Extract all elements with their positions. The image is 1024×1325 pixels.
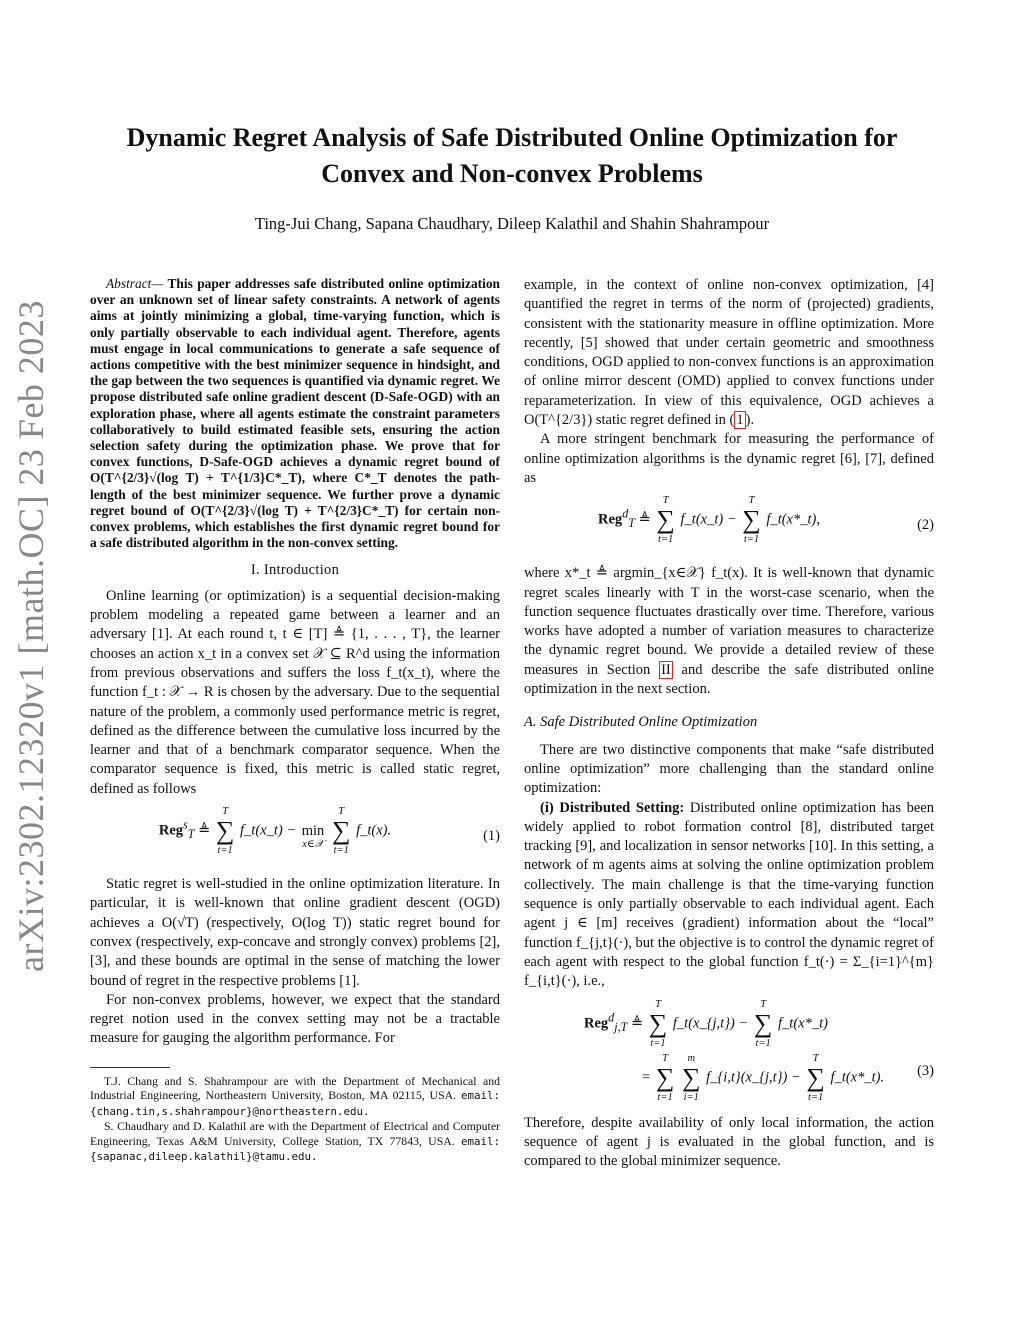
right-paragraph-1-end: ). — [745, 412, 755, 429]
right-column — [524, 276, 934, 1171]
sigma-symbol-icon: ∑ — [648, 1008, 668, 1038]
right-paragraph-2: A more stringent benchmark for measuring the performance of online optimization algorithms is the dynamic regret [6], [7], defined as — [524, 431, 934, 486]
equation-ref-link[interactable]: 1 — [736, 412, 744, 429]
intro-paragraph-1: Online learning (or optimization) is a sequential decision-making problem modeling a repeated game between a learner and an adversary [1]. At each round t, t ∈ [T] ≜ {1, . . . , T}, the learner chooses an action x_t in a convex set 𝒳 ⊆ R^d using the information from previous observations and suffers the loss f_t(x_t), where the function f_t : 𝒳 → R is chosen by the adversary. Due to the sequential nature of the problem, a commonly used performance metric is regret, defined as the difference between the cumulative loss incurred by the learner and that of a benchmark comparator sequence. When the comparator sequence is fixed, this metric is called static regret, defined as follows — [90, 587, 500, 797]
footnote-1-text: T.J. Chang and S. Shahrampour are with the Department of Mechanical and Industrial Engineering, Northeastern University, Boston, MA 02115, USA. — [90, 1073, 500, 1103]
title-line-1: Dynamic Regret Analysis of Safe Distributed Online Optimization for — [126, 123, 898, 152]
equation-1-body — [90, 805, 460, 857]
footnote-1-email: email:{chang.tin,s.shahrampour}@northeastern.edu. — [90, 1089, 500, 1118]
eq3-line1-term-2: f_t(x*_t) — [778, 1014, 828, 1031]
eq2-sum-2-top: T — [748, 495, 755, 507]
abstract-text: This paper addresses safe distributed online optimization over an unknown set of linear safety constraints. A network of agents aims at jointly minimizing a global, time-varying function, which is only partially observable to each individual agent. Therefore, agents must engage in local communications to generate a safe sequence of actions competitive with the best minimizer sequence in hindsight, and the gap between the two sequences is quantified via dynamic regret. We propose distributed safe online gradient descent (D-Safe-OGD) with an exploration phase, where all agents estimate the constraint parameters collaboratively to build estimated feasible sets, ensuring the action selection safety during the optimization phase. We prove that for convex functions, D-Safe-OGD achieves a dynamic regret bound of O(T^{2/3}√(log T) + T^{1/3}C*_T), where C*_T denotes the path-length of the best minimizer sequence. We further prove a dynamic regret bound of O(T^{2/3}√(log T) + T^{2/3}C*_T) for certain non-convex problems, which establishes the first dynamic regret bound for a safe distributed algorithm in the non-convex setting. — [90, 276, 500, 551]
eq3-sum-4 — [806, 1052, 825, 1104]
eq3-lhs: Reg — [584, 1014, 609, 1031]
eq1-lhs-sup: s — [183, 817, 188, 832]
eq3-sum-1-top: T — [655, 998, 661, 1010]
eq2-operator: ≜ — [638, 511, 651, 528]
eq2-sum-1-top: T — [662, 495, 669, 507]
eq3-sum-inner-bottom: i=1 — [683, 1091, 699, 1103]
footnote-rule — [90, 1067, 170, 1068]
right-paragraph-6: Therefore, despite availability of only local information, the action sequence of agent j is evaluated in the global function, and is compared to the global minimizer sequence. — [524, 1114, 934, 1170]
eq3-sum-2-top: T — [760, 998, 767, 1010]
eq3-line2-term-2: f_t(x*_t). — [830, 1068, 885, 1085]
eq1-lhs: Reg — [158, 822, 184, 839]
eq1-sum-2 — [332, 805, 351, 857]
eq3-line1-term-1: f_t(x_{j,t}) − — [672, 1014, 749, 1031]
section-heading-introduction: I. Introduction — [250, 562, 340, 579]
equation-3-number: (3) — [917, 1062, 934, 1079]
distributed-setting-label: (i) Distributed Setting: — [540, 799, 685, 816]
eq3-sum-3-bottom: t=1 — [657, 1091, 673, 1103]
eq3-sum-1 — [649, 998, 668, 1050]
sigma-symbol-icon: ∑ — [681, 1062, 701, 1092]
eq3-sum-inner — [682, 1052, 701, 1104]
sigma-symbol-icon: ∑ — [753, 1008, 773, 1038]
right-paragraph-3-end: and describe the safe distributed online optimization in the next section. — [524, 661, 934, 698]
title-line-2: Convex and Non-convex Problems — [321, 159, 703, 188]
arxiv-identifier: arXiv:2302.12320v1 [math.OC] 23 Feb 2023 — [11, 300, 51, 972]
eq1-term-1: f_t(x_t) − — [240, 822, 297, 839]
eq3-sum-3 — [656, 1052, 675, 1104]
eq1-term-2: f_t(x). — [356, 822, 392, 839]
sigma-symbol-icon: ∑ — [806, 1062, 825, 1092]
eq1-sum-1-top: T — [222, 806, 229, 818]
abstract — [90, 276, 500, 551]
eq1-operator: ≜ — [198, 822, 211, 839]
eq2-lhs-sub: T — [628, 516, 635, 531]
eq2-lhs-sup: d — [622, 506, 629, 521]
eq3-sum-3-top: T — [662, 1052, 668, 1064]
eq3-line2-term-1: f_{i,t}(x_{j,t}) − — [706, 1068, 801, 1085]
eq3-lhs-sub: j,T — [614, 1019, 628, 1034]
eq2-term-2: f_t(x*_t), — [766, 511, 820, 528]
eq3-sum-2-bottom: t=1 — [755, 1037, 771, 1049]
sigma-symbol-icon: ∑ — [215, 816, 235, 846]
eq1-sum-1-bottom: t=1 — [217, 845, 233, 857]
equation-1 — [90, 805, 500, 869]
eq3-sum-4-top: T — [812, 1052, 819, 1064]
sigma-symbol-icon: ∑ — [742, 505, 761, 535]
intro-paragraph-3: For non-convex problems, however, we expect that the standard regret notion used in the convex setting may not be a tractable measure for gauging the algorithm performance. For — [90, 991, 500, 1047]
right-paragraph-1-text: example, in the context of online non-convex optimization, [4] quantified the regret in terms of the norm of (projected) gradients, consistent with the stationarity measure in offline optimization. More recently, [5] showed that under certain geometric and smoothness conditions, OGD applied to non-convex functions is an approximation of online mirror descent (OMD) applied to convex functions under reparameterization. In view of this equivalence, OGD achieves a O(T^{2/3}) static regret defined in ( — [524, 277, 934, 429]
right-paragraph-5 — [524, 799, 934, 992]
eq3-operator: ≜ — [630, 1014, 644, 1031]
right-paragraph-3 — [524, 564, 934, 699]
eq1-sum-1 — [216, 805, 235, 857]
footnote-1 — [90, 1074, 500, 1120]
eq2-sum-2-bottom: t=1 — [743, 534, 760, 546]
eq3-sum-2 — [754, 998, 773, 1050]
subsection-heading-a: A. Safe Distributed Online Optimization — [524, 714, 758, 731]
eq1-lhs-sub: T — [187, 827, 195, 842]
eq1-min-label: min — [301, 822, 325, 839]
right-paragraph-1 — [524, 276, 934, 430]
eq3-lhs-sup: d — [608, 1010, 615, 1024]
equation-2-number: (2) — [917, 517, 934, 534]
equation-3 — [524, 998, 934, 1108]
equation-3-line-1 — [584, 998, 894, 1050]
eq1-min — [302, 812, 325, 851]
sigma-symbol-icon: ∑ — [655, 1062, 675, 1092]
equation-2-body — [524, 494, 894, 546]
paper-title — [80, 120, 944, 192]
sigma-symbol-icon: ∑ — [656, 505, 675, 535]
eq2-term-1: f_t(x_t) − — [680, 511, 737, 528]
author-list: Ting-Jui Chang, Sapana Chaudhary, Dileep Kalathil and Shahin Shahrampour — [254, 214, 770, 233]
eq3-sum-4-bottom: t=1 — [808, 1091, 824, 1103]
left-column — [90, 276, 500, 1165]
right-paragraph-5-text: Distributed online optimization has been widely applied to robot formation control [8], distributed target tracking [9], and localization in sensor networks [10]. In this setting, a network of m agents aims at solving the online optimization problem collectively. The main challenge is that the time-varying function sequence is only partially observable to each individual agent. Each agent j ∈ [m] receives (gradient) information about the “local” function f_{j,t}(·), but the objective is to control the dynamic regret of each agent with respect to the global function f_t(·) = Σ_{i=1}^{m} f_{i,t}(·), i.e., — [524, 799, 934, 990]
eq2-sum-2 — [742, 494, 761, 546]
abstract-label: Abstract— — [106, 276, 164, 291]
equation-3-line-2 — [642, 1052, 894, 1104]
eq1-sum-2-bottom: t=1 — [333, 845, 349, 857]
section-ref-link[interactable]: II — [661, 661, 671, 678]
footnote-2-email: email:{sapanac,dileep.kalathil}@tamu.edu. — [90, 1134, 501, 1164]
right-paragraph-3-text: where x*_t ≜ argmin_{x∈𝒳} f_t(x). It is well-known that dynamic regret scales linearly with T in the worst-case scenario, when the function sequence fluctuates drastically over time. Therefore, various works have adopted a number of variation measures to characterize the dynamic regret bound. We provide a detailed review of these measures in Section — [524, 565, 934, 678]
eq1-min-sub: x∈𝒳 — [302, 838, 324, 850]
eq2-sum-1-bottom: t=1 — [658, 534, 674, 546]
equation-1-number: (1) — [483, 828, 500, 845]
eq2-sum-1 — [656, 494, 675, 546]
eq3-equals: = — [642, 1068, 651, 1085]
sigma-symbol-icon: ∑ — [331, 816, 351, 846]
eq2-lhs: Reg — [598, 511, 623, 528]
right-paragraph-4: There are two distinctive components that make “safe distributed online optimization” more challenging than the standard online optimization: — [524, 741, 934, 797]
eq3-sum-inner-top: m — [687, 1052, 696, 1064]
footnote-2 — [90, 1119, 500, 1165]
eq3-sum-1-bottom: t=1 — [650, 1037, 666, 1049]
intro-paragraph-2: Static regret is well-studied in the online optimization literature. In particular, it is well-known that online gradient descent (OGD) achieves a O(√T) (respectively, O(log T)) static regret bound for convex (respectively, exp-concave and strongly convex) problems [2], [3], and these bounds are optimal in the sense of matching the lower bound of regret in the respective problems [1]. — [90, 876, 500, 989]
equation-2 — [524, 494, 934, 558]
eq1-sum-2-top: T — [338, 806, 345, 818]
footnote-2-text: S. Chaudhary and D. Kalathil are with the Department of Electrical and Computer Engineering, Texas A&M University, College Station, TX 77843, USA. — [90, 1119, 500, 1148]
